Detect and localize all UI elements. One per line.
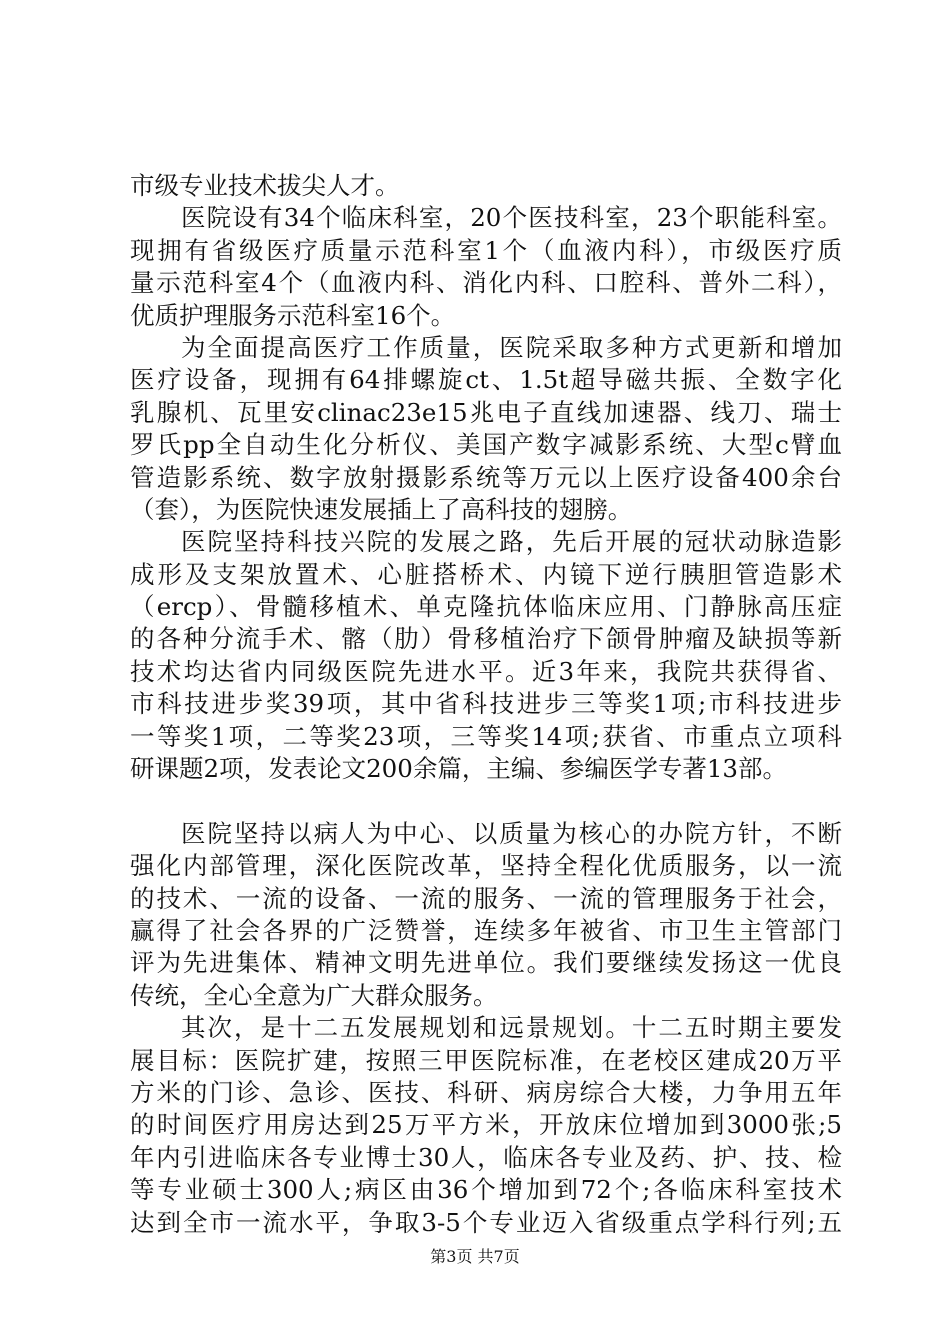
paragraph	[130, 332, 842, 526]
text-line: 强化内部管理，深化医院改革，坚持全程化优质服务，以一流	[130, 851, 842, 881]
text-line: 现拥有省级医疗质量示范科室1个（血液内科），市级医疗质	[130, 235, 842, 265]
document-body	[130, 170, 842, 1239]
paragraph	[130, 1012, 842, 1239]
text-line: 的技术、一流的设备、一流的服务、一流的管理服务于社会，	[130, 883, 842, 913]
text-line: 等专业硕士300人;病区由36个增加到72个;各临床科室技术	[130, 1175, 842, 1205]
text-line: 展目标：医院扩建，按照三甲医院标准，在老校区建成20万平	[130, 1045, 842, 1075]
paragraph-spacer	[130, 785, 842, 817]
text-line: 传统，全心全意为广大群众服务。	[130, 980, 498, 1010]
text-line: 医疗设备，现拥有64排螺旋ct、1.5t超导磁共振、全数字化	[130, 365, 842, 395]
text-line: 的各种分流手术、髂（肋）骨移植治疗下颌骨肿瘤及缺损等新	[130, 624, 842, 654]
text-line: 技术均达省内同级医院先进水平。近3年来，我院共获得省、	[130, 656, 842, 686]
text-line: 一等奖1项，二等奖23项，三等奖14项;获省、市重点立项科	[130, 721, 842, 751]
text-line: 量示范科室4个（血液内科、消化内科、口腔科、普外二科），	[130, 268, 842, 298]
text-line: 的时间医疗用房达到25万平方米，开放床位增加到3000张;5	[130, 1110, 842, 1140]
page-number: 第3页 共7页	[430, 1247, 520, 1266]
text-line: 优质护理服务示范科室16个。	[130, 300, 456, 330]
text-line: 其次，是十二五发展规划和远景规划。十二五时期主要发	[181, 1013, 842, 1043]
text-line: 评为先进集体、精神文明先进单位。我们要继续发扬这一优良	[130, 948, 842, 978]
text-line: 为全面提高医疗工作质量，医院采取多种方式更新和增加	[181, 332, 842, 362]
text-line: （套），为医院快速发展插上了高科技的翅膀。	[130, 494, 633, 524]
text-line: 市科技进步奖39项，其中省科技进步三等奖1项;市科技进步	[130, 689, 842, 719]
text-line: 罗氏pp全自动生化分析仪、美国产数字减影系统、大型c臂血	[130, 430, 842, 460]
text-line: 研课题2项，发表论文200余篇，主编、参编医学专著13部。	[130, 754, 788, 784]
text-line: （ercp）、骨髓移植术、单克隆抗体临床应用、门静脉高压症	[130, 592, 842, 622]
paragraph	[130, 818, 842, 1012]
paragraph	[130, 202, 842, 332]
text-line: 医院设有34个临床科室，20个医技科室，23个职能科室。	[181, 203, 842, 233]
text-line: 成形及支架放置术、心脏搭桥术、内镜下逆行胰胆管造影术	[130, 559, 842, 589]
paragraph	[130, 170, 842, 202]
text-line: 医院坚持科技兴院的发展之路，先后开展的冠状动脉造影	[181, 527, 842, 557]
paragraph	[130, 526, 842, 785]
text-line: 年内引进临床各专业博士30人，临床各专业及药、护、技、检	[130, 1142, 842, 1172]
text-line: 方米的门诊、急诊、医技、科研、病房综合大楼，力争用五年	[130, 1077, 842, 1107]
text-line: 赢得了社会各界的广泛赞誉，连续多年被省、市卫生主管部门	[130, 915, 842, 945]
text-line: 医院坚持以病人为中心、以质量为核心的办院方针，不断	[181, 818, 842, 848]
text-line: 市级专业技术拔尖人才。	[130, 171, 400, 200]
text-line: 乳腺机、瓦里安clinac23e15兆电子直线加速器、线刀、瑞士	[130, 397, 842, 427]
text-line: 达到全市一流水平，争取3-5个专业迈入省级重点学科行列;五	[130, 1207, 842, 1237]
text-line: 管造影系统、数字放射摄影系统等万元以上医疗设备400余台	[130, 462, 842, 492]
